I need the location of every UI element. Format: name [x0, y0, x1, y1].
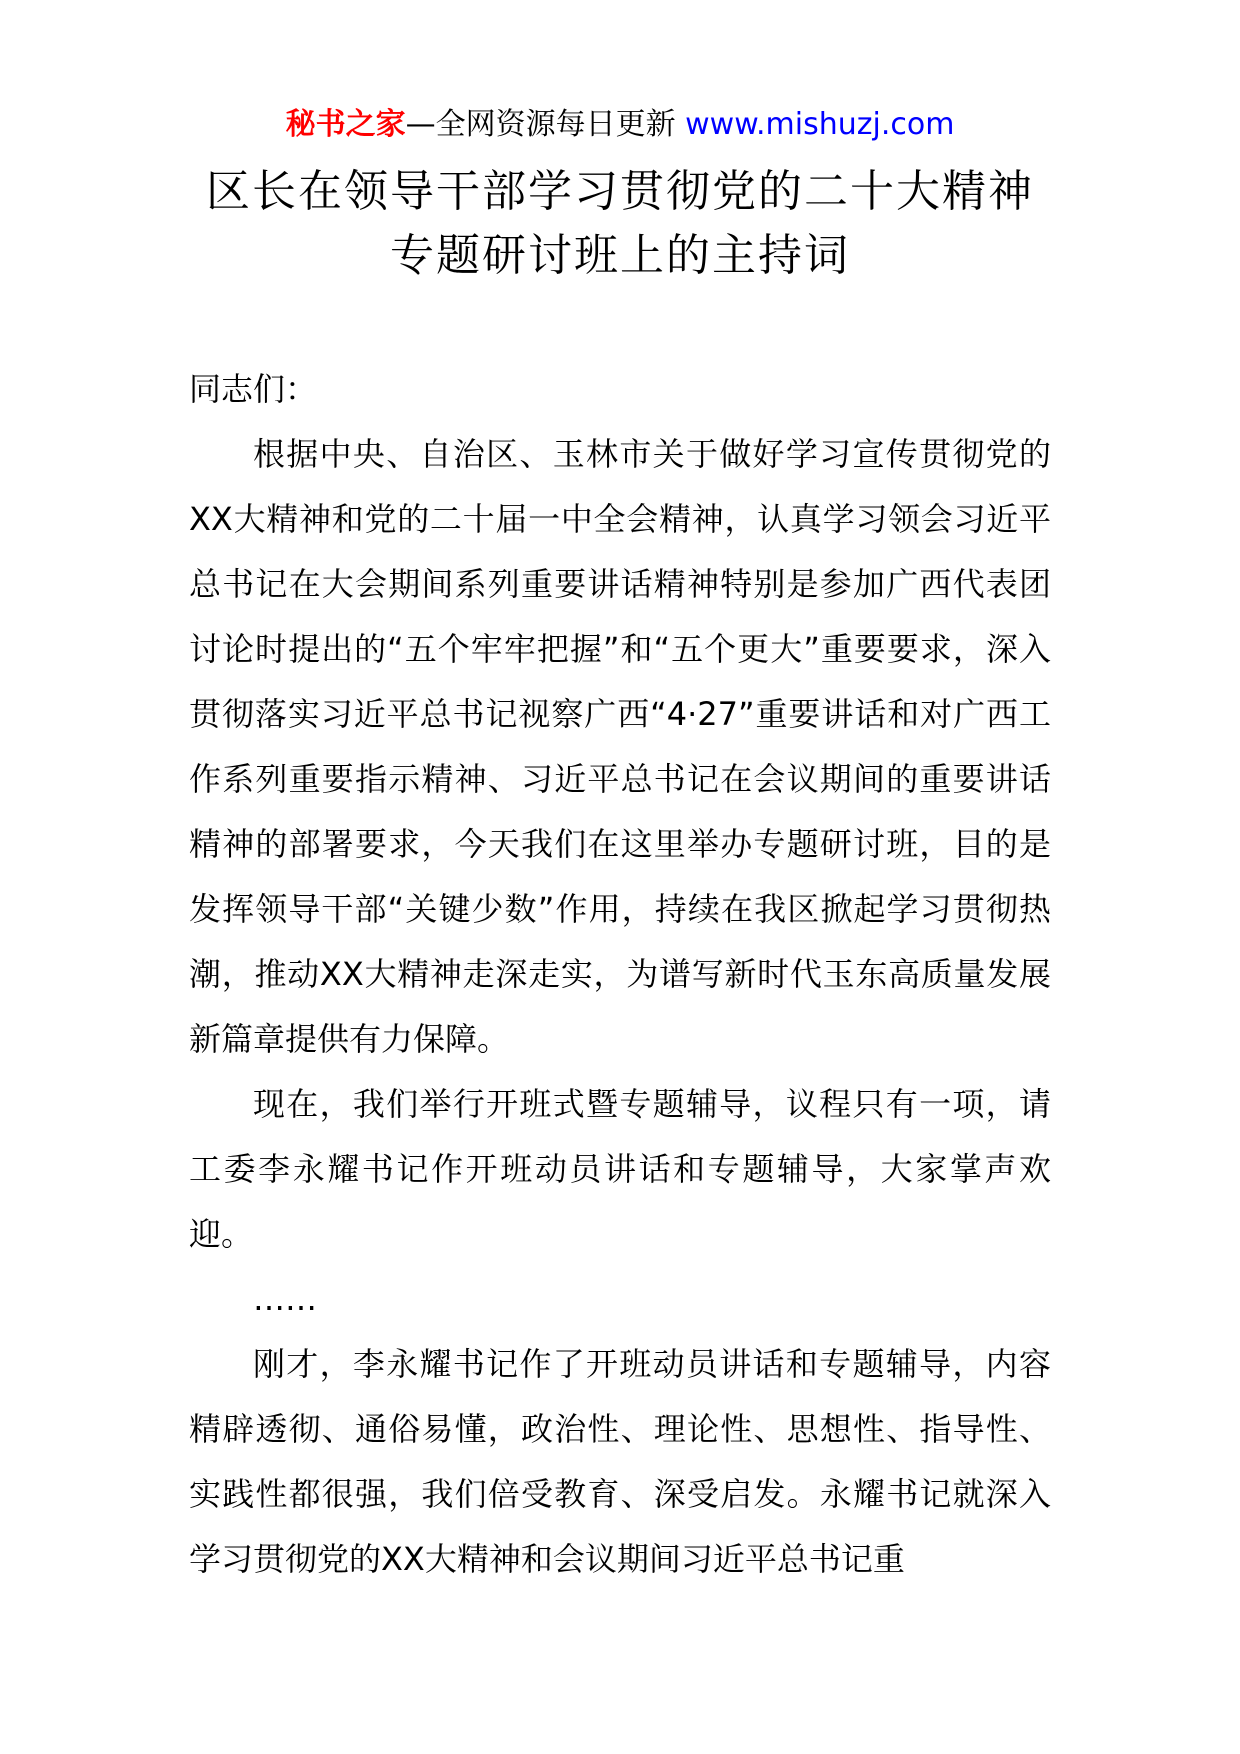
site-url-link[interactable]: www.mishuzj.com: [685, 107, 955, 142]
ellipsis-paragraph: ……: [253, 1280, 317, 1318]
header-slogan: —全网资源每日更新: [405, 107, 686, 142]
paragraph-2: 现在，我们举行开班式暨专题辅导，议程只有一项，请工委李永耀书记作开班动员讲话和专题辅导，大家掌声欢迎。: [189, 1085, 1051, 1253]
salutation: 同志们：: [189, 370, 318, 408]
document-title: [0, 160, 1240, 288]
site-header: [0, 100, 1240, 150]
document-body: [189, 357, 1051, 1592]
paragraph-1: 根据中央、自治区、玉林市关于做好学习宣传贯彻党的XX大精神和党的二十届一中全会精神，认真学习领会习近平总书记在大会期间系列重要讲话精神特别是参加广西代表团讨论时提出的“五个牢牢把握”和“五个更大”重要要求，深入贯彻落实习近平总书记视察广西“4·27”重要讲话和对广西工作系列重要指示精神、习近平总书记在会议期间的重要讲话精神的部署要求，今天我们在这里举办专题研讨班，目的是发挥领导干部“关键少数”作用，持续在我区掀起学习贯彻热潮，推动XX大精神走深走实，为谱写新时代玉东高质量发展新篇章提供有力保障。: [189, 435, 1051, 1058]
brand-name: 秘书之家: [285, 107, 406, 142]
title-line-2: 专题研讨班上的主持词: [390, 230, 850, 281]
paragraph-3: 刚才，李永耀书记作了开班动员讲话和专题辅导，内容精辟透彻、通俗易懂，政治性、理论性、思想性、指导性、实践性都很强，我们倍受教育、深受启发。永耀书记就深入学习贯彻党的XX大精神和会议期间习近平总书记重: [189, 1345, 1051, 1578]
title-line-1: 区长在领导干部学习贯彻党的二十大精神: [206, 166, 1034, 217]
